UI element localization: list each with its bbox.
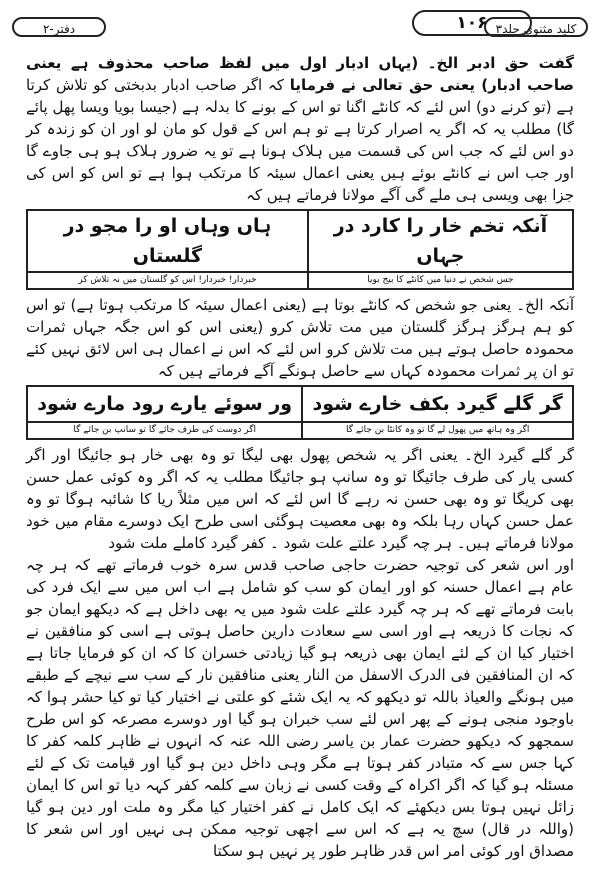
text-line: ایمان کو سب کو شامل ہے اب اس میں سے ایک فرد کی بابت فرماتے تھے کہ ہر چہ گیرد علتے علت شود میں یہ بھی xyxy=(26,578,574,618)
text-line: علتی نے اختیار کیا تو کیا حشر ہوا کہ باوجود منجی ہونے کے پھر اس لئے سب خبران ہو گیا اور دوسرے مصرعہ کو اس xyxy=(26,688,574,728)
text-line: میں مت تلاش کرو (یعنی اس کو اس جگہ جہاں ثمرات محمودہ حاصل ہوتے ہیں مت تلاش کرو اس لئے کہ اس نے xyxy=(26,318,574,358)
commentary-paragraph-4 xyxy=(26,554,574,862)
text-line: سانپ ہو جائیگا مطلب یہ کہ اگر وہ کوئی عمل حسن بھی کریگا تو وہ بھی حسن نہ رہے گا اس لئے کہ اس میں مثلاً ریا کا xyxy=(26,468,574,508)
text-line: مگر وہی داخل دین ہو گیا اور قیامت تک کے لئے مسئلہ ہو گیا کہ اگر اکراہ کے وقت کسی نے زبان سے کلمہ کفر xyxy=(26,754,574,794)
page-number: ۱۰۶ xyxy=(412,10,532,36)
text-line: کہ اگر صاحب ادبار بدبختی کو تلاش کرتا ہے (تو کرنے دو) اس لئے کہ کانٹے اگنا تو اس کے بونے کا بدلہ ہے xyxy=(26,76,574,116)
verse-hemistich-right: گر گلے گیرد بکف خارے شود xyxy=(302,386,573,422)
text-line: قال) سچ یہ ہے کہ اس سے اچھی توجیہ ممکن ہی نہیں اور اس شعر کا مصداق اور کوئی امر اس قدر ظاہر طور پر نہیں ہو سکتا xyxy=(26,820,574,860)
commentary-paragraph-3 xyxy=(26,444,574,554)
verse-hemistich-right: آنکہ تخم خار را کارد در جہاں xyxy=(308,210,573,272)
running-header xyxy=(8,10,592,44)
text-line: شائبہ ہوگا تو وہ عمل حسن کہاں رہا بلکہ وہ بھی معصیت ہوگئی اسی طرح ایک دوسرے مقام میں خود مولانا فرماتے ہیں۔ xyxy=(26,490,574,552)
text-line: گفت حق ادبر الخ۔ (یہاں ادبار اول میں لفظ صاحب محذوف ہے یعنی صاحب ادبار) یعنی حق تعالی نے فرمایا xyxy=(26,54,574,94)
commentary-paragraph-1 xyxy=(26,52,574,206)
text-line: اختیار کیا ان کے لئے ایمان بھی ذریعہ ہو گیا زیادتی خسران کا کہ ان کو فرمایا جاتا ہے کہ ان المنافقین فی الدرک xyxy=(26,644,574,684)
text-line: یعنی اعمال سیئہ کا مرتکب ہوا ہے تو اس کو اس کی جزا بھی ویسی ہی ملے گی آگے مولانا فرماتے ہیں کہ xyxy=(26,164,574,204)
verse-hemistich-left: ہاں وہاں او را مجو در گلستاں xyxy=(27,210,308,272)
verse-translation-right: اگر وہ ہاتھ میں پھول لے گا تو وہ کانٹا بن جائے گا xyxy=(302,422,573,439)
text-line: اور اس شعر کی توجیہ حضرت حاجی صاحب قدس سرہ خوب فرماتے تھے کہ ہر چہ عام ہے اعمال حسنہ کو اور xyxy=(26,556,574,596)
verse-translation-left: خبردار! خبردار! اس کو گلستان میں نہ تلاش کر xyxy=(27,272,308,289)
commentary-paragraph-2 xyxy=(26,294,574,382)
volume-label: دفتر-۲ xyxy=(12,17,106,37)
text-line: (جیسا بویا ویسا پھل پائے گا) مطلب یہ کہ اگر یہ اصرار کرتا ہے تو ہم اس کے قول کو مان لو اور ان کو زندہ کر دو اس xyxy=(26,98,574,160)
verse-box-1 xyxy=(26,209,574,290)
verse-box-2 xyxy=(26,385,574,440)
text-line: لئے کہ جب اس کی قسمت میں ہلاک ہونا ہے تو یہ ضرور ہلاک ہو ہی جاوے گا اور جب اس نے کانٹے بوئے ہیں xyxy=(26,142,574,182)
verse-translation-right: جس شخص نے دنیا میں کانٹے کا بیج بویا xyxy=(308,272,573,289)
verse-hemistich-left: ور سوئے یارے رود مارے شود xyxy=(27,386,302,422)
text-line: طرح سمجھو کہ دیکھو حضرت عمار بن یاسر رضی اللہ عنہ کہ انہوں نے ظاہر کلمہ کفر کا کہا جس سے کہ متبادر کفر ہوتا ہے xyxy=(26,710,574,772)
text-line: اعمال ہی اس لائق نہیں کئے تو ان پر ثمرات محمودہ کہاں سے حاصل ہونگے آگے فرماتے ہیں کہ xyxy=(26,340,574,380)
text-line: گر گلے گیرد الخ۔ یعنی اگر یہ شخص پھول بھی لیگا تو وہ بھی خار ہو جائیگا اور اگر کسی یار کی طرف جائیگا تو وہ xyxy=(26,446,574,486)
verse-translation-left: اگر دوست کی طرف جائے گا تو سانپ بن جائے گا xyxy=(27,422,302,439)
text-line: کہہ دیا تو اس کا ایمان زائل نہیں ہوتا بس دیکھئے کہ ایک کامل نے کفر اختیار کیا مگر وہ ملت اور دین ہو گیا (واللہ در xyxy=(26,776,574,838)
text-line: آنکہ الخ۔ یعنی جو شخص کہ کانٹے بوتا ہے (یعنی اعمال سیئہ کا مرتکب ہوتا ہے) تو اس کو ہم ہرگز ہرگز گلستان xyxy=(26,296,574,336)
quoted-verse-line: ہر چہ گیرد علتے علت شود ۔ کفر گیرد کاملے ملت شود xyxy=(108,534,453,552)
page-body xyxy=(26,52,574,874)
text-line: داخل ہے کہ دیکھو ایمان جو کہ نجات کا ذریعہ ہے اور اسی سے سعادت دارین حاصل ہوتی ہے اسی کو منافقین نے xyxy=(26,600,574,640)
text-line: الاسفل من النار یعنی منافقین نار کے سب سے نیچے کے طبقے میں ہونگے والعیاذ باللہ تو دیکھو کہ یہ ایک شئے کو xyxy=(26,666,574,706)
book-title: کلید مثنوی جلد۳ xyxy=(484,17,588,37)
